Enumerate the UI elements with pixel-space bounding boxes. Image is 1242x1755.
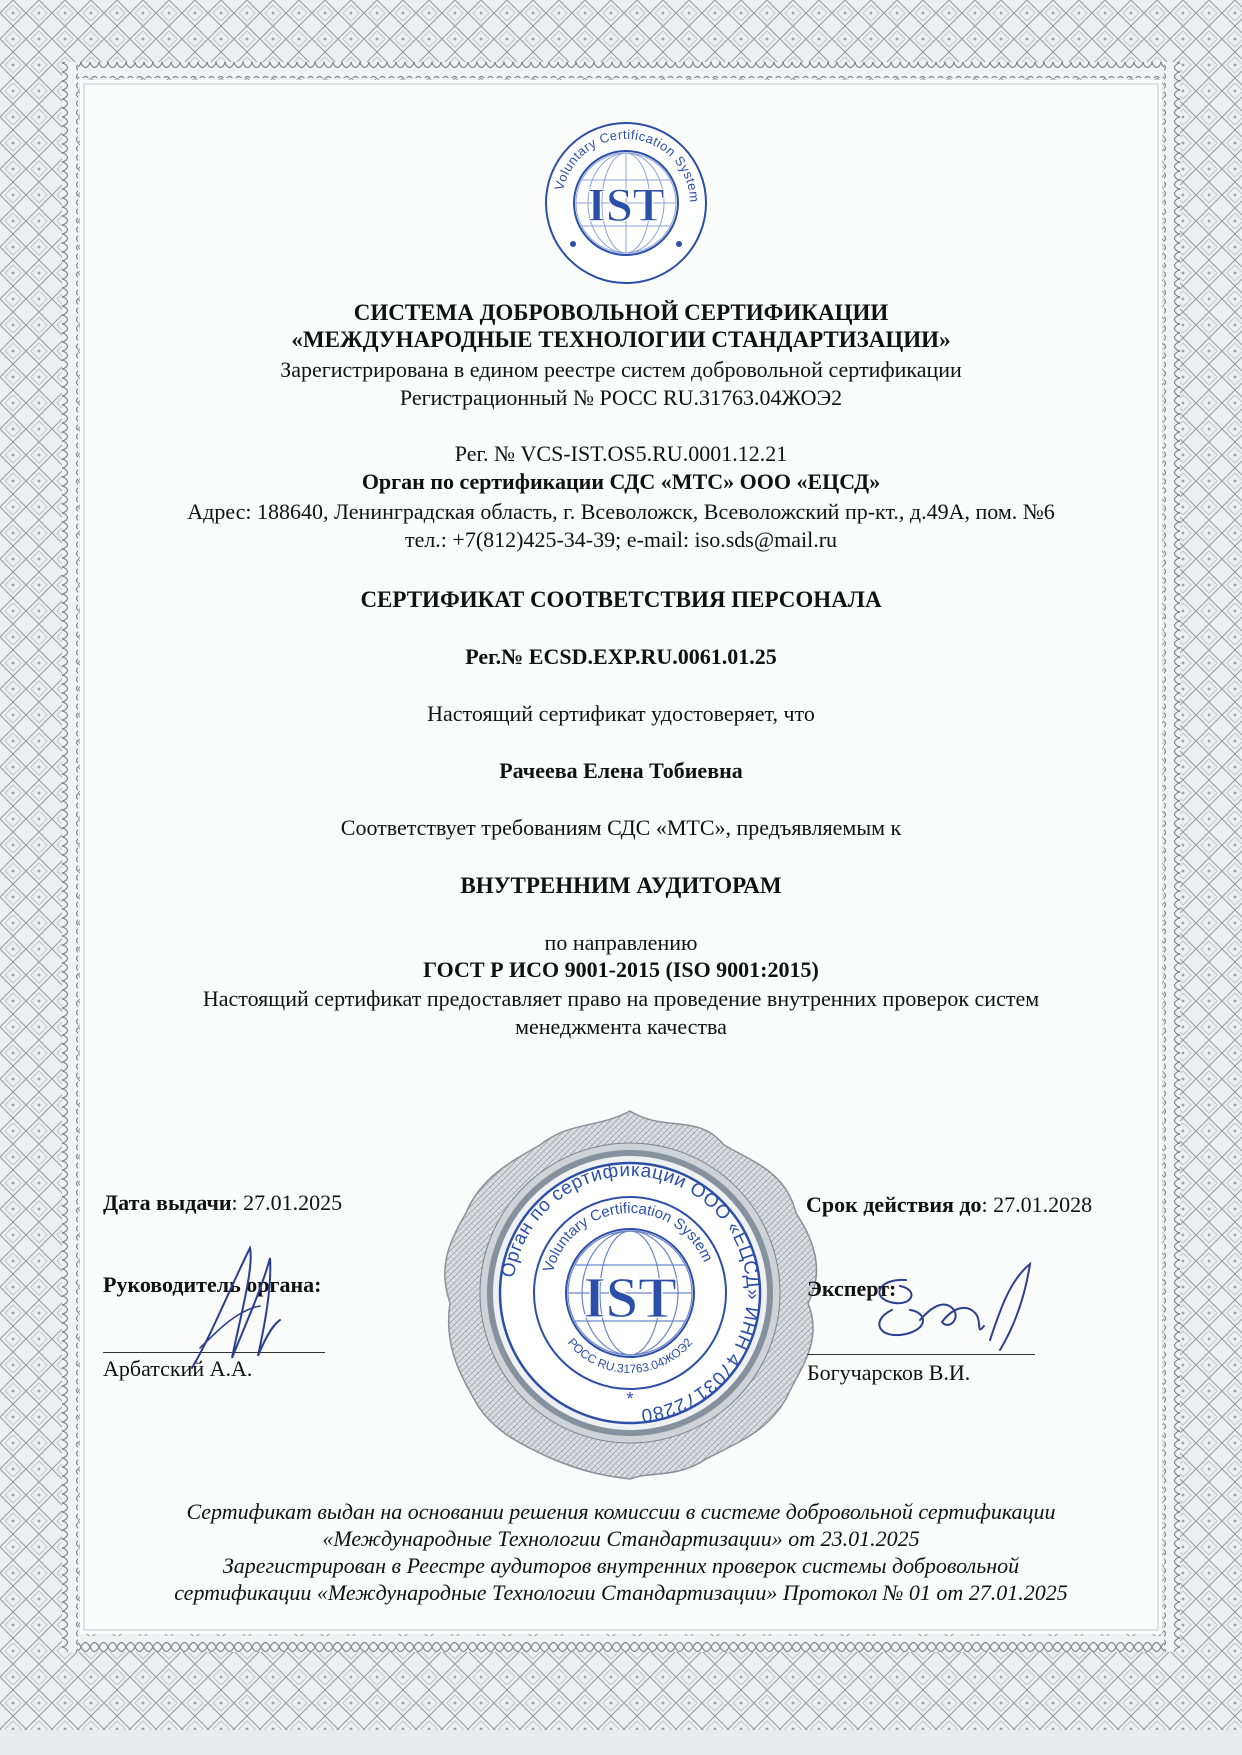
complies-text: Соответствует требованиям СДС «МТС», предъявляемым к: [340, 815, 902, 840]
certifies-text: Настоящий сертификат удостоверяет, что: [427, 701, 815, 726]
person-name: Рачеева Елена Тобиевна: [499, 758, 743, 783]
body-contacts: тел.: +7(812)425-34-39; e-mail: iso.sds@mail.ru: [404, 527, 838, 552]
head-handwritten-signature: [170, 1228, 310, 1388]
registration-number: Регистрационный № РОСС RU.31763.04ЖОЭ2: [399, 385, 843, 410]
body-reg-number: Рег. № VCS-IST.OS5.RU.0001.12.21: [454, 441, 788, 466]
valid-until-label: Срок действия до: [806, 1192, 982, 1217]
expert-label: Эксперт:: [807, 1276, 897, 1301]
seal-reg-text: РОСС RU.31763.04ЖОЭ2: [564, 1335, 696, 1377]
certification-body-name: Орган по сертификации СДС «МТС» ООО «ЕЦСД»: [361, 469, 881, 494]
body-address: Адрес: 188640, Ленинградская область, г. Всеволожск, Всеволожский пр-кт., д.49А, пом. №6: [187, 499, 1055, 524]
seal-outer-text: Орган по сертификации ООО «ЕЦСД» ИНН 4703172280: [497, 1159, 764, 1426]
expert-name: Богучарсков В.И.: [807, 1360, 971, 1385]
system-title-line2: «МЕЖДУНАРОДНЫЕ ТЕХНОЛОГИИ СТАНДАРТИЗАЦИИ»: [291, 327, 951, 352]
seal-inner-text: Voluntary Certification System: [539, 1199, 717, 1275]
issue-date-block: [103, 1190, 342, 1216]
valid-until-value: : 27.01.2028: [981, 1192, 1093, 1217]
certificate-title: СЕРТИФИКАТ СООТВЕТСТВИЯ ПЕРСОНАЛА: [360, 587, 882, 612]
registry-statement: Зарегистрирована в едином реестре систем добровольной сертификации: [280, 357, 962, 382]
certification-seal: [436, 1103, 824, 1483]
footer-line2: «Международные Технологии Стандартизации» от 23.01.2025: [322, 1526, 920, 1551]
head-of-body-label: Руководитель органа:: [103, 1272, 322, 1297]
standard-name: ГОСТ Р ИСО 9001-2015 (ISO 9001:2015): [423, 957, 819, 982]
logo-letters: IST: [587, 179, 665, 232]
head-of-body-name: Арбатский А.А.: [103, 1356, 253, 1381]
rights-line1: Настоящий сертификат предоставляет право на проведение внутренних проверок систем: [202, 986, 1040, 1011]
seal-letters: IST: [583, 1265, 677, 1330]
footer-line1: Сертификат выдан на основании решения комиссии в системе добровольной сертификации: [186, 1499, 1056, 1524]
logo-ring-text: Voluntary Certification System: [551, 126, 703, 204]
expert-handwritten-signature: [850, 1250, 1050, 1360]
footer-line3: Зарегистрирован в Реестре аудиторов внутренних проверок системы добровольной: [222, 1553, 1020, 1578]
direction-label: по направлению: [544, 930, 698, 955]
certificate-reg-number: Рег.№ ECSD.EXP.RU.0061.01.25: [465, 644, 777, 669]
system-title-line1: СИСТЕМА ДОБРОВОЛЬНОЙ СЕРТИФИКАЦИИ: [353, 300, 889, 325]
ist-logo-emblem: [543, 120, 709, 286]
rights-line2: менеджмента качества: [515, 1014, 727, 1039]
role-title: ВНУТРЕННИМ АУДИТОРАМ: [460, 873, 782, 898]
svg-text:*: *: [626, 1389, 634, 1409]
issue-date-value: : 27.01.2025: [231, 1190, 343, 1215]
footer-line4: сертификации «Международные Технологии Стандартизации» Протокол № 01 от 27.01.2025: [174, 1580, 1068, 1605]
issue-date-label: Дата выдачи: [103, 1190, 232, 1215]
valid-until-block: [806, 1192, 1092, 1218]
